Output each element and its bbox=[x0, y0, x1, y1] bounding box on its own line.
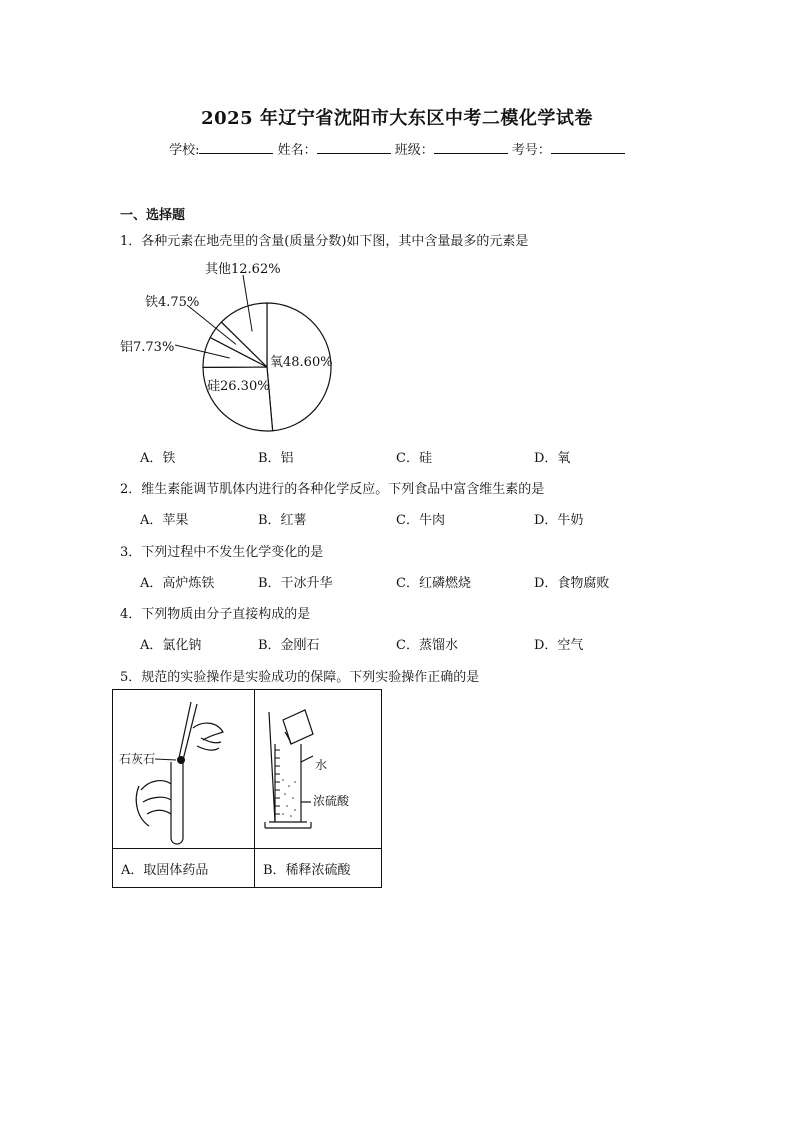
question-2-stem: 2．维生素能调节肌体内进行的各种化学反应。下列食品中富含维生素的是 bbox=[120, 482, 545, 497]
question-2-options bbox=[120, 509, 720, 527]
q4-option-d[interactable]: D．空气 bbox=[534, 638, 584, 653]
class-label: 班级： bbox=[394, 143, 434, 158]
experiment-a-caption[interactable]: A．取固体药品 bbox=[113, 849, 255, 888]
pie-label-oxygen: 氧48.60% bbox=[270, 355, 333, 370]
experiment-table bbox=[112, 689, 382, 888]
exam-no-blank bbox=[551, 141, 625, 154]
pie-label-aluminium: 铝7.73% bbox=[120, 340, 175, 355]
pie-chart bbox=[115, 255, 375, 435]
limestone-lump bbox=[177, 756, 185, 764]
experiment-a-figure-cell bbox=[113, 690, 255, 849]
question-3-stem: 3．下列过程中不发生化学变化的是 bbox=[120, 545, 324, 560]
q3-option-b[interactable]: B．干冰升华 bbox=[258, 576, 333, 591]
q1-option-c[interactable]: C．硅 bbox=[396, 451, 432, 466]
name-label: 姓名： bbox=[277, 143, 317, 158]
pie-label-silicon: 硅26.30% bbox=[207, 379, 270, 394]
q2-option-c[interactable]: C．牛肉 bbox=[396, 513, 445, 528]
experiment-b-figure bbox=[255, 690, 381, 848]
q4-option-b[interactable]: B．金刚石 bbox=[258, 638, 320, 653]
question-1-options bbox=[120, 447, 720, 465]
school-blank bbox=[199, 141, 273, 154]
section-title: 一、选择题 bbox=[120, 208, 186, 223]
solid-reagent-illustration bbox=[113, 690, 254, 848]
pie-label-iron: 铁4.75% bbox=[145, 295, 200, 310]
q1-option-a[interactable]: A．铁 bbox=[140, 451, 176, 466]
sulfuric-acid-label: 浓硫酸 bbox=[313, 794, 350, 808]
student-info-line bbox=[0, 139, 794, 158]
pie-label-other: 其他12.62% bbox=[205, 262, 281, 277]
q1-option-b[interactable]: B．铝 bbox=[258, 451, 294, 466]
question-4-stem: 4．下列物质由分子直接构成的是 bbox=[120, 607, 311, 622]
name-blank bbox=[317, 141, 391, 154]
question-3-options bbox=[120, 572, 720, 590]
experiment-b-caption[interactable]: B．稀释浓硫酸 bbox=[255, 849, 382, 888]
q2-option-d[interactable]: D．牛奶 bbox=[534, 513, 584, 528]
school-label: 学校: bbox=[169, 143, 200, 158]
experiment-b-figure-cell bbox=[255, 690, 382, 849]
q2-option-a[interactable]: A．苹果 bbox=[140, 513, 189, 528]
question-4-options bbox=[120, 634, 720, 652]
water-label: 水 bbox=[315, 758, 328, 772]
q3-option-a[interactable]: A．高炉炼铁 bbox=[140, 576, 215, 591]
exam-no-label: 考号： bbox=[511, 143, 551, 158]
question-1-stem: 1．各种元素在地壳里的含量(质量分数)如下图，其中含量最多的元素是 bbox=[120, 234, 529, 249]
question-5-stem: 5．规范的实验操作是实验成功的保障。下列实验操作正确的是 bbox=[120, 670, 480, 685]
limestone-label: 石灰石 bbox=[119, 752, 156, 766]
q3-option-d[interactable]: D．食物腐败 bbox=[534, 576, 610, 591]
q1-option-d[interactable]: D．氧 bbox=[534, 451, 571, 466]
experiment-a-figure bbox=[113, 690, 254, 848]
q4-option-a[interactable]: A．氯化钠 bbox=[140, 638, 202, 653]
q3-option-c[interactable]: C．红磷燃烧 bbox=[396, 576, 471, 591]
q2-option-b[interactable]: B．红薯 bbox=[258, 513, 307, 528]
class-blank bbox=[434, 141, 508, 154]
q4-option-c[interactable]: C．蒸馏水 bbox=[396, 638, 458, 653]
page-title: 2025 年辽宁省沈阳市大东区中考二模化学试卷 bbox=[201, 108, 593, 129]
